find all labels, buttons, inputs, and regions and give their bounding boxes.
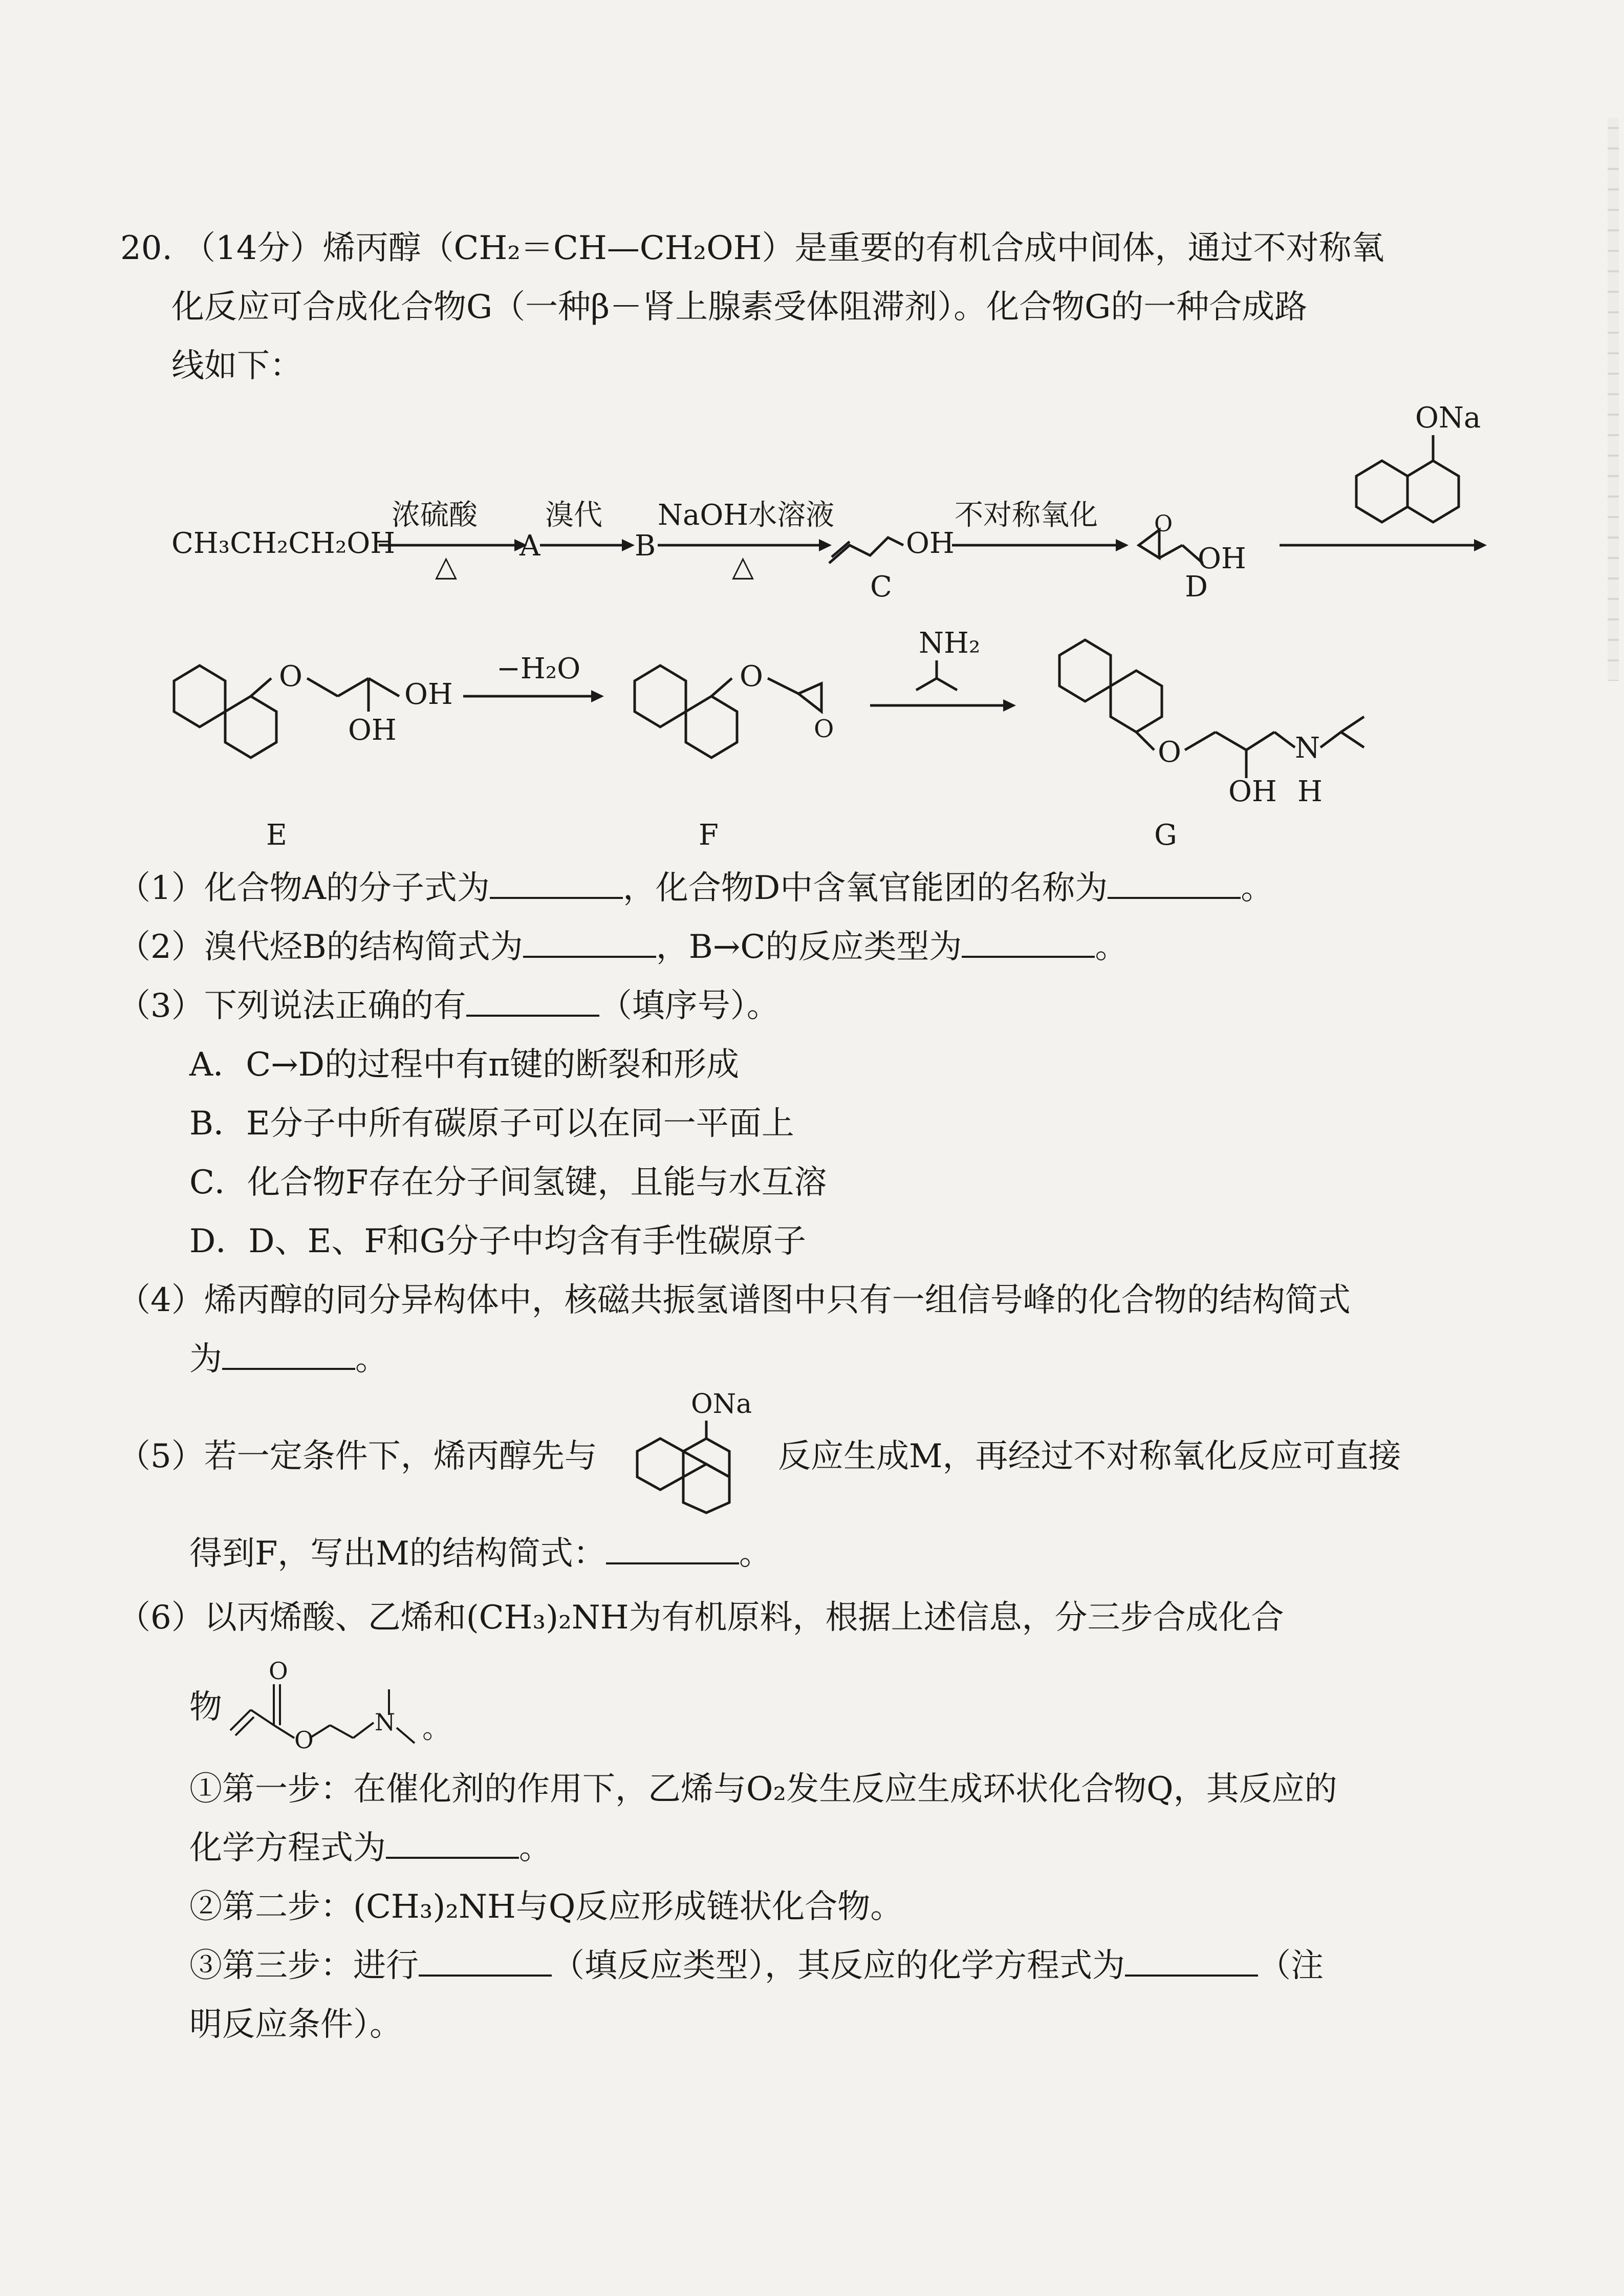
part-3: [118, 983, 779, 1029]
option-d: D．D、E、F和G分子中均含有手性碳原子: [189, 1222, 806, 1260]
arrow-1-reagent: 浓硫酸: [392, 499, 478, 532]
part-2-end: 。: [1095, 928, 1128, 966]
step-3-blank-1[interactable]: [419, 1948, 552, 1977]
arrow-7-head: [1003, 699, 1016, 712]
compound-e-oh-2: OH: [348, 714, 397, 747]
part-2-blank-1[interactable]: [523, 929, 656, 958]
part-2-text: （2）溴代烃B的结构简式为: [118, 928, 523, 966]
part-3-blank[interactable]: [466, 988, 599, 1017]
part-5-blank[interactable]: [606, 1536, 739, 1564]
part-1-end: 。: [1241, 869, 1274, 907]
question-line-3: 线如下：: [171, 347, 302, 385]
arrow-2-reagent: 溴代: [545, 499, 602, 532]
part-2-blank-2[interactable]: [962, 929, 1095, 958]
step-1-end: 。: [519, 1829, 552, 1867]
question-line-2: 化反应可合成化合物G（一种β－肾上腺素受体阻滞剂）。化合物G的一种合成路: [171, 288, 1308, 326]
step-1-blank[interactable]: [386, 1830, 519, 1859]
option-c: C．化合物F存在分子间氢键，且能与水互溶: [189, 1164, 827, 1201]
sodium-naphtholate-ona: ONa: [1415, 401, 1481, 435]
step-3-text-2: （填反应类型），其反应的化学方程式为: [552, 1947, 1125, 1985]
part-1-blank-1[interactable]: [490, 870, 623, 899]
compound-c-label: C: [870, 570, 892, 604]
compound-g-oh: OH: [1228, 775, 1277, 808]
part-3-text: （3）下列说法正确的有: [118, 987, 466, 1025]
part-6-wu: 物: [189, 1688, 222, 1726]
compound-d-oh: OH: [1198, 542, 1246, 575]
arrow-5-head: [1474, 539, 1487, 551]
target-amine-n: N: [375, 1708, 396, 1736]
part-4-text-2: 为: [189, 1340, 222, 1378]
isopropylamine-structure: [916, 660, 957, 690]
arrow-4-head: [1116, 539, 1129, 551]
part-4-blank[interactable]: [222, 1341, 355, 1370]
compound-e-ether-o: O: [279, 660, 302, 693]
part-1-text: （1）化合物A的分子式为: [118, 869, 490, 907]
part-5-end: 。: [739, 1535, 772, 1573]
part-5-text-2: 反应生成M，再经过不对称氧化反应可直接: [778, 1437, 1401, 1475]
compound-d-label: D: [1185, 570, 1208, 604]
arrow-3-heat: △: [732, 550, 754, 583]
compound-f-ether-o: O: [740, 660, 763, 693]
part-1: [118, 865, 1273, 911]
compound-g-label: G: [1154, 819, 1177, 852]
compound-f-structure: [635, 666, 821, 758]
compound-f-epoxide-o: O: [814, 715, 834, 743]
step-3: [189, 1943, 1324, 1989]
arrow-3-head: [819, 539, 832, 551]
step-3-text: ③第三步：进行: [189, 1947, 419, 1985]
arrow-4-reagent: 不对称氧化: [955, 499, 1098, 532]
sodium-naphtholate-structure: [1356, 435, 1459, 522]
compound-g-h: H: [1297, 775, 1323, 808]
arrow-3-reagent: NaOH水溶液: [658, 499, 835, 532]
compound-c-oh: OH: [906, 527, 955, 560]
part-4-end: 。: [355, 1340, 388, 1378]
step-1-text-2: 化学方程式为: [189, 1829, 386, 1867]
compound-d-epoxide-o: O: [1154, 511, 1173, 537]
part-5-naphtholate-structure: [624, 1382, 778, 1515]
arrow-1-heat: △: [435, 550, 458, 583]
synthesis-scheme-row-2: [0, 630, 1624, 855]
part-2-text-2: ，B→C的反应类型为: [656, 928, 962, 966]
step-3-line-2: 明反应条件）。: [189, 2006, 402, 2044]
arrow-6-head: [591, 690, 604, 702]
synthesis-scheme-row-1: [0, 399, 1624, 614]
compound-a-label: A: [519, 529, 540, 563]
step-1: ①第一步：在催化剂的作用下，乙烯与O₂发生反应生成环状化合物Q，其反应的: [189, 1770, 1337, 1808]
part-3-text-2: （填序号）。: [599, 987, 779, 1025]
target-compound-structure: [225, 1654, 512, 1756]
part-1-text-2: ，化合物D中含氧官能团的名称为: [622, 869, 1108, 907]
compound-f-label: F: [699, 819, 719, 852]
question-header: 20. （14分）烯丙醇（CH₂＝CH—CH₂OH）是重要的有机合成中间体，通过不对称氧: [120, 229, 1384, 267]
part-4-line-2: [189, 1336, 388, 1382]
step-2: ②第二步：(CH₃)₂NH与Q反应形成链状化合物。: [189, 1888, 903, 1926]
compound-e-oh-1: OH: [404, 678, 453, 711]
target-end: 。: [422, 1712, 451, 1745]
arrow-6-reagent: −H₂O: [496, 652, 581, 685]
part-5-text: （5）若一定条件下，烯丙醇先与: [118, 1437, 597, 1475]
part-1-blank-2[interactable]: [1108, 870, 1241, 899]
part-6: （6）以丙烯酸、乙烯和(CH₃)₂NH为有机原料，根据上述信息，分三步合成化合: [118, 1599, 1284, 1637]
part-4: （4）烯丙醇的同分异构体中，核磁共振氢谱图中只有一组信号峰的化合物的结构简式: [118, 1281, 1351, 1319]
compound-g-n: N: [1295, 732, 1320, 765]
part-5-text-3: 得到F，写出M的结构简式：: [189, 1535, 606, 1573]
compound-e-label: E: [266, 819, 287, 852]
isopropylamine-nh2: NH₂: [919, 630, 981, 660]
part-5-line-2: [189, 1531, 772, 1577]
target-carbonyl-o: O: [269, 1657, 288, 1685]
start-material: CH₃CH₂CH₂OH: [171, 527, 396, 560]
target-ester-o: O: [294, 1726, 314, 1754]
option-a: A．C→D的过程中有π键的断裂和形成: [189, 1046, 740, 1084]
option-b: B．E分子中所有碳原子可以在同一平面上: [189, 1105, 794, 1143]
compound-g-ether-o: O: [1158, 736, 1181, 769]
arrow-2-head: [622, 539, 635, 551]
step-3-blank-2[interactable]: [1125, 1948, 1258, 1977]
compound-b-label: B: [635, 529, 656, 563]
step-3-text-3: （注: [1258, 1947, 1324, 1985]
part-2: [118, 924, 1128, 970]
part-5-ona: ONa: [691, 1389, 752, 1420]
step-1-line-2: [189, 1825, 552, 1871]
